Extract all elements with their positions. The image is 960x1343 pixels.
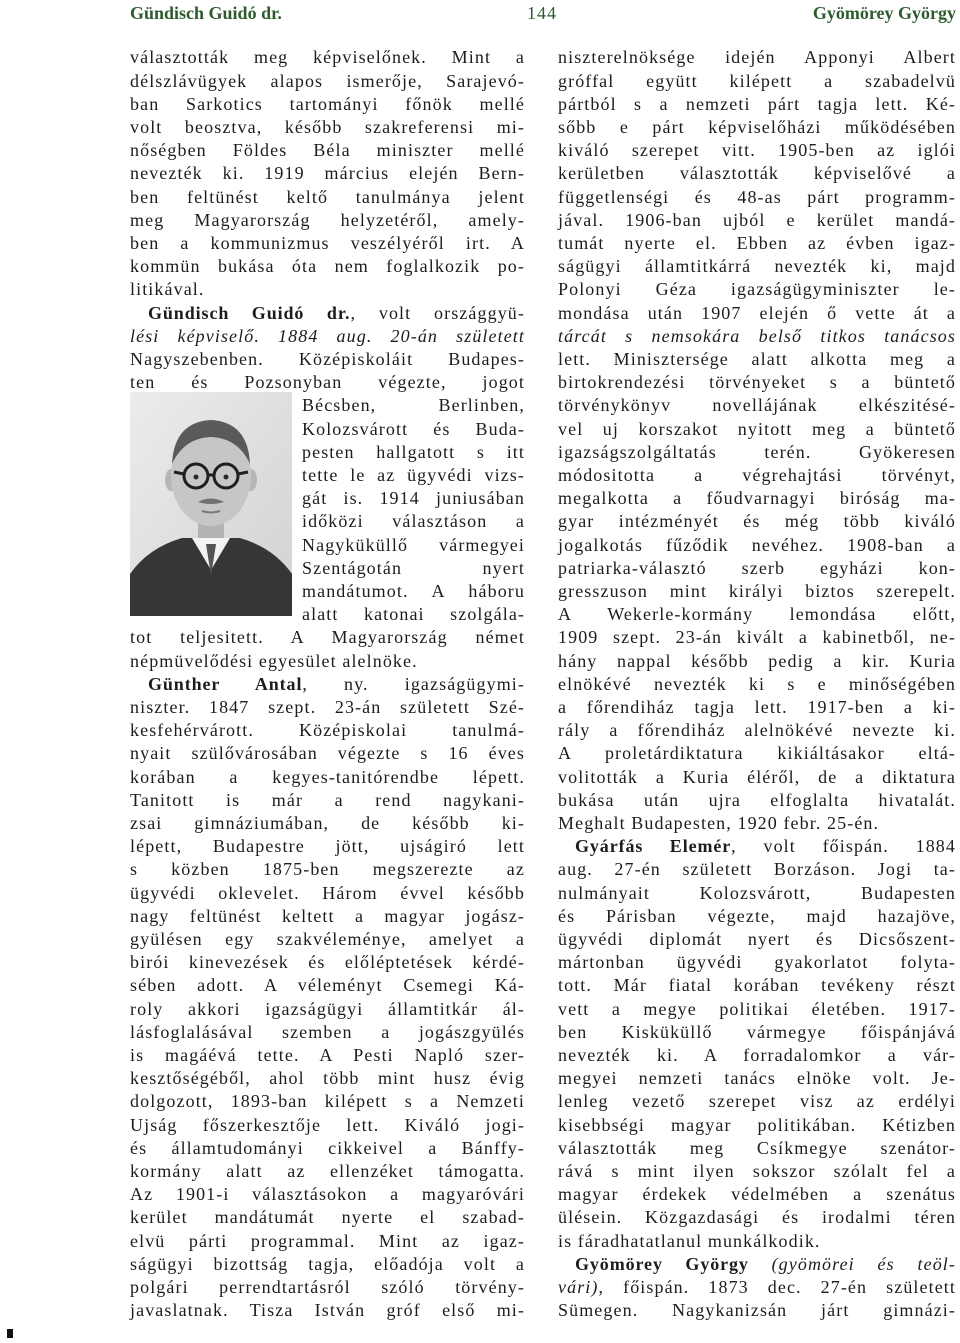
text-line: ságügyi bizottság tagja, előadója volt a <box>130 1253 525 1274</box>
text-line: volitották a Kuria éléről, de a diktatura <box>558 766 956 787</box>
text-line: ügyvédi oklevelet. Három évvel később <box>130 882 525 903</box>
text-line <box>575 1253 956 1276</box>
text-line: rává s mint ilyen sokszor szólalt fel a <box>558 1160 956 1181</box>
text-line: és államtudományi cikkeivel a Bánffy- <box>130 1137 525 1158</box>
entry-headword: Gyárfás Elemér <box>575 836 732 857</box>
text-line: volt beosztva, később szakreferensi mi- <box>130 116 525 137</box>
scan-mark <box>7 1329 13 1338</box>
text-line: jogalkotás fűződik nevéhez. 1908-ban a <box>558 534 956 555</box>
text-line: nagy feltünést keltett a magyar jogász- <box>130 905 525 926</box>
text-line: rály a főrendiház alelnökévé nevezte ki. <box>558 720 956 741</box>
text-line: ügyvédi diplomát nyert és Dicsőszent- <box>558 928 956 949</box>
text-line: kommün bukása óta nem foglalkozik po- <box>130 256 525 277</box>
text-line: Nagyküküllő vármegyei <box>302 534 525 555</box>
text-line: választották meg Csíkmegye szenátor- <box>558 1137 956 1158</box>
text-line: kisebbségi magyar politikában. Kétizben <box>558 1114 956 1135</box>
italic-text: lési képviselő. 1884 aug. 20-án született <box>130 325 525 346</box>
text-line: ten és Pozsonyban végezte, jogot <box>130 372 525 393</box>
text-line: patriarka-választó szerb egyházi kon- <box>558 557 956 578</box>
text-line: birói kinevezések és előléptetések kérdé- <box>130 952 525 973</box>
text-line <box>148 673 525 696</box>
text-line: dolgozott, 1893-ban kilépett s a Nemzeti <box>130 1091 525 1112</box>
entry-headword: Günther Antal <box>148 673 303 694</box>
text-line: Meghalt Budapesten, 1920 febr. 25-én. <box>558 812 880 833</box>
text-line: meg Magyarország helyzetéről, amely- <box>130 209 525 230</box>
text-line: litikával. <box>130 279 205 300</box>
text-line: nyait szülővárosában végezte s 16 éves <box>130 743 525 764</box>
text-line <box>558 325 956 348</box>
text-line: elnökévé nevezték ki s e minőségében <box>558 673 956 694</box>
text-line: gyülésen egy szakvéleménye, amelyet a <box>130 928 525 949</box>
text-line: gyar intézményét és még több kiváló <box>558 511 956 532</box>
text-line: tot teljesitett. A Magyarország német <box>130 627 525 648</box>
text-line: a főrendiház tagja lett. 1917-ben a ki- <box>558 696 956 717</box>
italic-text: (gyömörei és teöl- <box>748 1253 956 1274</box>
italic-text: vári) <box>558 1276 599 1297</box>
text-line: kerület mandátumát nyerte el szabad- <box>130 1207 525 1228</box>
text-line: népmüvelődési egyesület alelnöke. <box>130 650 418 671</box>
text-line: Az 1901-i választásokon a magyaróvári <box>130 1184 525 1205</box>
text-line: ságügyi államtitkárrá nevezték ki, majd <box>558 256 956 277</box>
text-line <box>558 1276 956 1299</box>
text-line: módositotta a végrehajtási törvényt, <box>558 464 956 485</box>
italic-text: tárcát s nemsokára belső titkos tanácsos <box>558 325 956 346</box>
text-line: hány nappal később pedig a kir. Kuria <box>558 650 956 671</box>
text-line <box>130 325 525 348</box>
text-line: Nagyszebenben. Középiskoláit Budapes- <box>130 348 525 369</box>
text-line: Szentágotán nyert <box>302 557 525 578</box>
text-line: gát is. 1914 juniusában <box>302 488 525 509</box>
text-line: ben a kommunizmus veszélyéről irt. A <box>130 232 525 253</box>
text-line: tott. Már fiatal korában tevékeny részt <box>558 975 956 996</box>
text-line: niszterelnöksége idején Apponyi Albert <box>558 47 956 68</box>
text-line: lett. Minisztersége alatt alkotta meg a <box>558 348 956 369</box>
text-line: függetlenségi és 48-as párt programm- <box>558 186 956 207</box>
text-line: is fáradhatatlanul munkálkodik. <box>558 1230 821 1251</box>
text-line: nulmányait Kolozsvárott, Budapesten <box>558 882 956 903</box>
text-line: gróffal együtt kilépett a szabadelvü <box>558 70 956 91</box>
text-line: megyei nemzeti tanács elnöke volt. Je- <box>558 1068 956 1089</box>
text-line: 1909 szept. 23-án kivált a kabinetből, ne- <box>558 627 956 648</box>
text-line: pártból s a nemzeti párt tagja lett. Ké- <box>558 93 956 114</box>
text-line: nőségben Földes Béla miniszter mellé <box>130 140 525 161</box>
text-line: pesten hallgatott s itt <box>302 441 525 462</box>
text-line: időközi választáson a <box>302 511 525 532</box>
running-head-left: Gündisch Guidó dr. <box>130 3 282 23</box>
text-line: is magáévá tette. A Pesti Napló szer- <box>130 1044 525 1065</box>
text-line: polgári perrendtartásról szóló törvény- <box>130 1276 525 1297</box>
text-line: lépett, Budapestre jött, ujságiró lett <box>130 836 525 857</box>
entry-headword: Gündisch Guidó dr. <box>148 302 351 323</box>
text-line: mandátumot. A háboru <box>302 580 525 601</box>
text-run: , ny. igazságügymi- <box>302 673 525 694</box>
text-line <box>148 302 525 325</box>
text-line: mártonban ügyvédi gyakorlatot folyta- <box>558 952 956 973</box>
portrait-eye-right <box>224 475 229 480</box>
text-line: alatt katonai szolgála- <box>302 604 525 625</box>
portrait-eye-left <box>194 475 199 480</box>
text-line: Ujság főszerkesztője lett. Kiváló jogi- <box>130 1114 525 1135</box>
text-line: kormány alatt az ellenzéket támogatta. <box>130 1160 525 1181</box>
text-line: ben feltünést keltő tanulmánya jelent <box>130 186 525 207</box>
text-line: zsai gimnáziumában, de később ki- <box>130 812 525 833</box>
text-line: niszter. 1847 szept. 23-án született Szé- <box>130 696 525 717</box>
text-line: elvü párti programmal. Mint az igaz- <box>130 1230 525 1251</box>
text-line: választották meg képviselőnek. Mint a <box>130 47 525 68</box>
text-line: korában a kegyes-tanitórendbe lépett. <box>130 766 525 787</box>
text-line: és Párisban végezte, majd hazajöve, <box>558 905 956 926</box>
text-line: tette le az ügyvédi vizs- <box>302 464 525 485</box>
text-line: Bécsben, Berlinben, <box>302 395 525 416</box>
text-line: ülésein. Közgazdasági és irodalmi téren <box>558 1207 956 1228</box>
text-line: sőbb e párt képviselőházi működésében <box>558 116 956 137</box>
text-line: kiváló szerepet vitt. 1905-ben az iglói <box>558 140 956 161</box>
text-line: ban Sarkotics tartományi főnök mellé <box>130 93 525 114</box>
text-line: birtokrendezési törvényeket s a büntető <box>558 372 956 393</box>
text-line: vel uj korszakot nyitott meg a büntető <box>558 418 956 439</box>
text-line: magyar érdekek védelmében a szenátus <box>558 1184 956 1205</box>
text-line: aug. 27-én született Borzáson. Jogi ta- <box>558 859 956 880</box>
text-line: ben Kisküküllő vármegye főispánjává <box>558 1021 956 1042</box>
text-run: , volt főispán. 1884 <box>731 836 956 857</box>
entry-headword: Gyömörey György <box>575 1253 749 1274</box>
text-line: Polonyi Géza igazságügyminiszter le- <box>558 279 956 300</box>
left-column <box>130 46 525 1322</box>
text-line: lásfoglalásával szemben a jogászgyülés <box>130 1021 525 1042</box>
text-line: nevezték ki. 1919 március elején Bern- <box>130 163 525 184</box>
text-line: Sümegen. Nagykanizsán járt gimnázi- <box>558 1300 956 1321</box>
text-line: tumát nyerte el. Ebben az évben igaz- <box>558 232 956 253</box>
text-line: A proletárdiktatura kikiáltásakor eltá- <box>558 743 956 764</box>
text-line: lenleg vezető szerepet visz az erdélyi <box>558 1091 956 1112</box>
text-line: jával. 1906-ban ujból e kerület mandá- <box>558 209 956 230</box>
text-run: , főispán. 1873 dec. 27-én született <box>598 1276 956 1297</box>
text-line: roly akkori igazságügyi államtitkár ál- <box>130 998 525 1019</box>
page-number: 144 <box>527 3 557 23</box>
text-line: délszlávügyek alapos ismerője, Sarajevó- <box>130 70 525 91</box>
text-line: megalkotta a főudvarnagyi biróság ma- <box>558 488 956 509</box>
text-line: kesfehérvárott. Középiskolai tanulmá- <box>130 720 525 741</box>
portrait-photo <box>130 392 292 616</box>
text-line: Kolozsvárott és Buda- <box>302 418 525 439</box>
text-line: igazságszolgáltatás terén. Gyökeresen <box>558 441 956 462</box>
text-line: kesztőségéből, ahol több mint husz évig <box>130 1068 525 1089</box>
text-line: kerületben választották képviselővé a <box>558 163 956 184</box>
text-line: A Wekerle-kormány lemondása előtt, <box>558 604 956 625</box>
text-line: bukása után ujra elfoglalta hivatalát. <box>558 789 956 810</box>
text-line: vett a megye politikai életében. 1917- <box>558 998 956 1019</box>
text-line: gresszuson mint királyi biztos szerepelt. <box>558 580 956 601</box>
text-line: s közben 1875-ben megszerezte az <box>130 859 525 880</box>
right-column <box>558 46 956 1322</box>
text-line: nevezték ki. A forradalomkor a vár- <box>558 1044 956 1065</box>
text-run: , volt országgyü- <box>350 302 525 323</box>
text-line: mondása után 1907 elején ő vette át a <box>558 302 956 323</box>
text-line: javaslatnak. Tisza István gróf első mi- <box>130 1300 525 1321</box>
text-line: Tanitott is már a rend nagykani- <box>130 789 525 810</box>
text-line: sében adott. A véleményt Csemegi Ká- <box>130 975 525 996</box>
text-line <box>575 835 956 858</box>
running-head-right: Gyömörey György <box>812 3 956 23</box>
text-line: törvénykönyv novellájának elkészitésé- <box>558 395 956 416</box>
